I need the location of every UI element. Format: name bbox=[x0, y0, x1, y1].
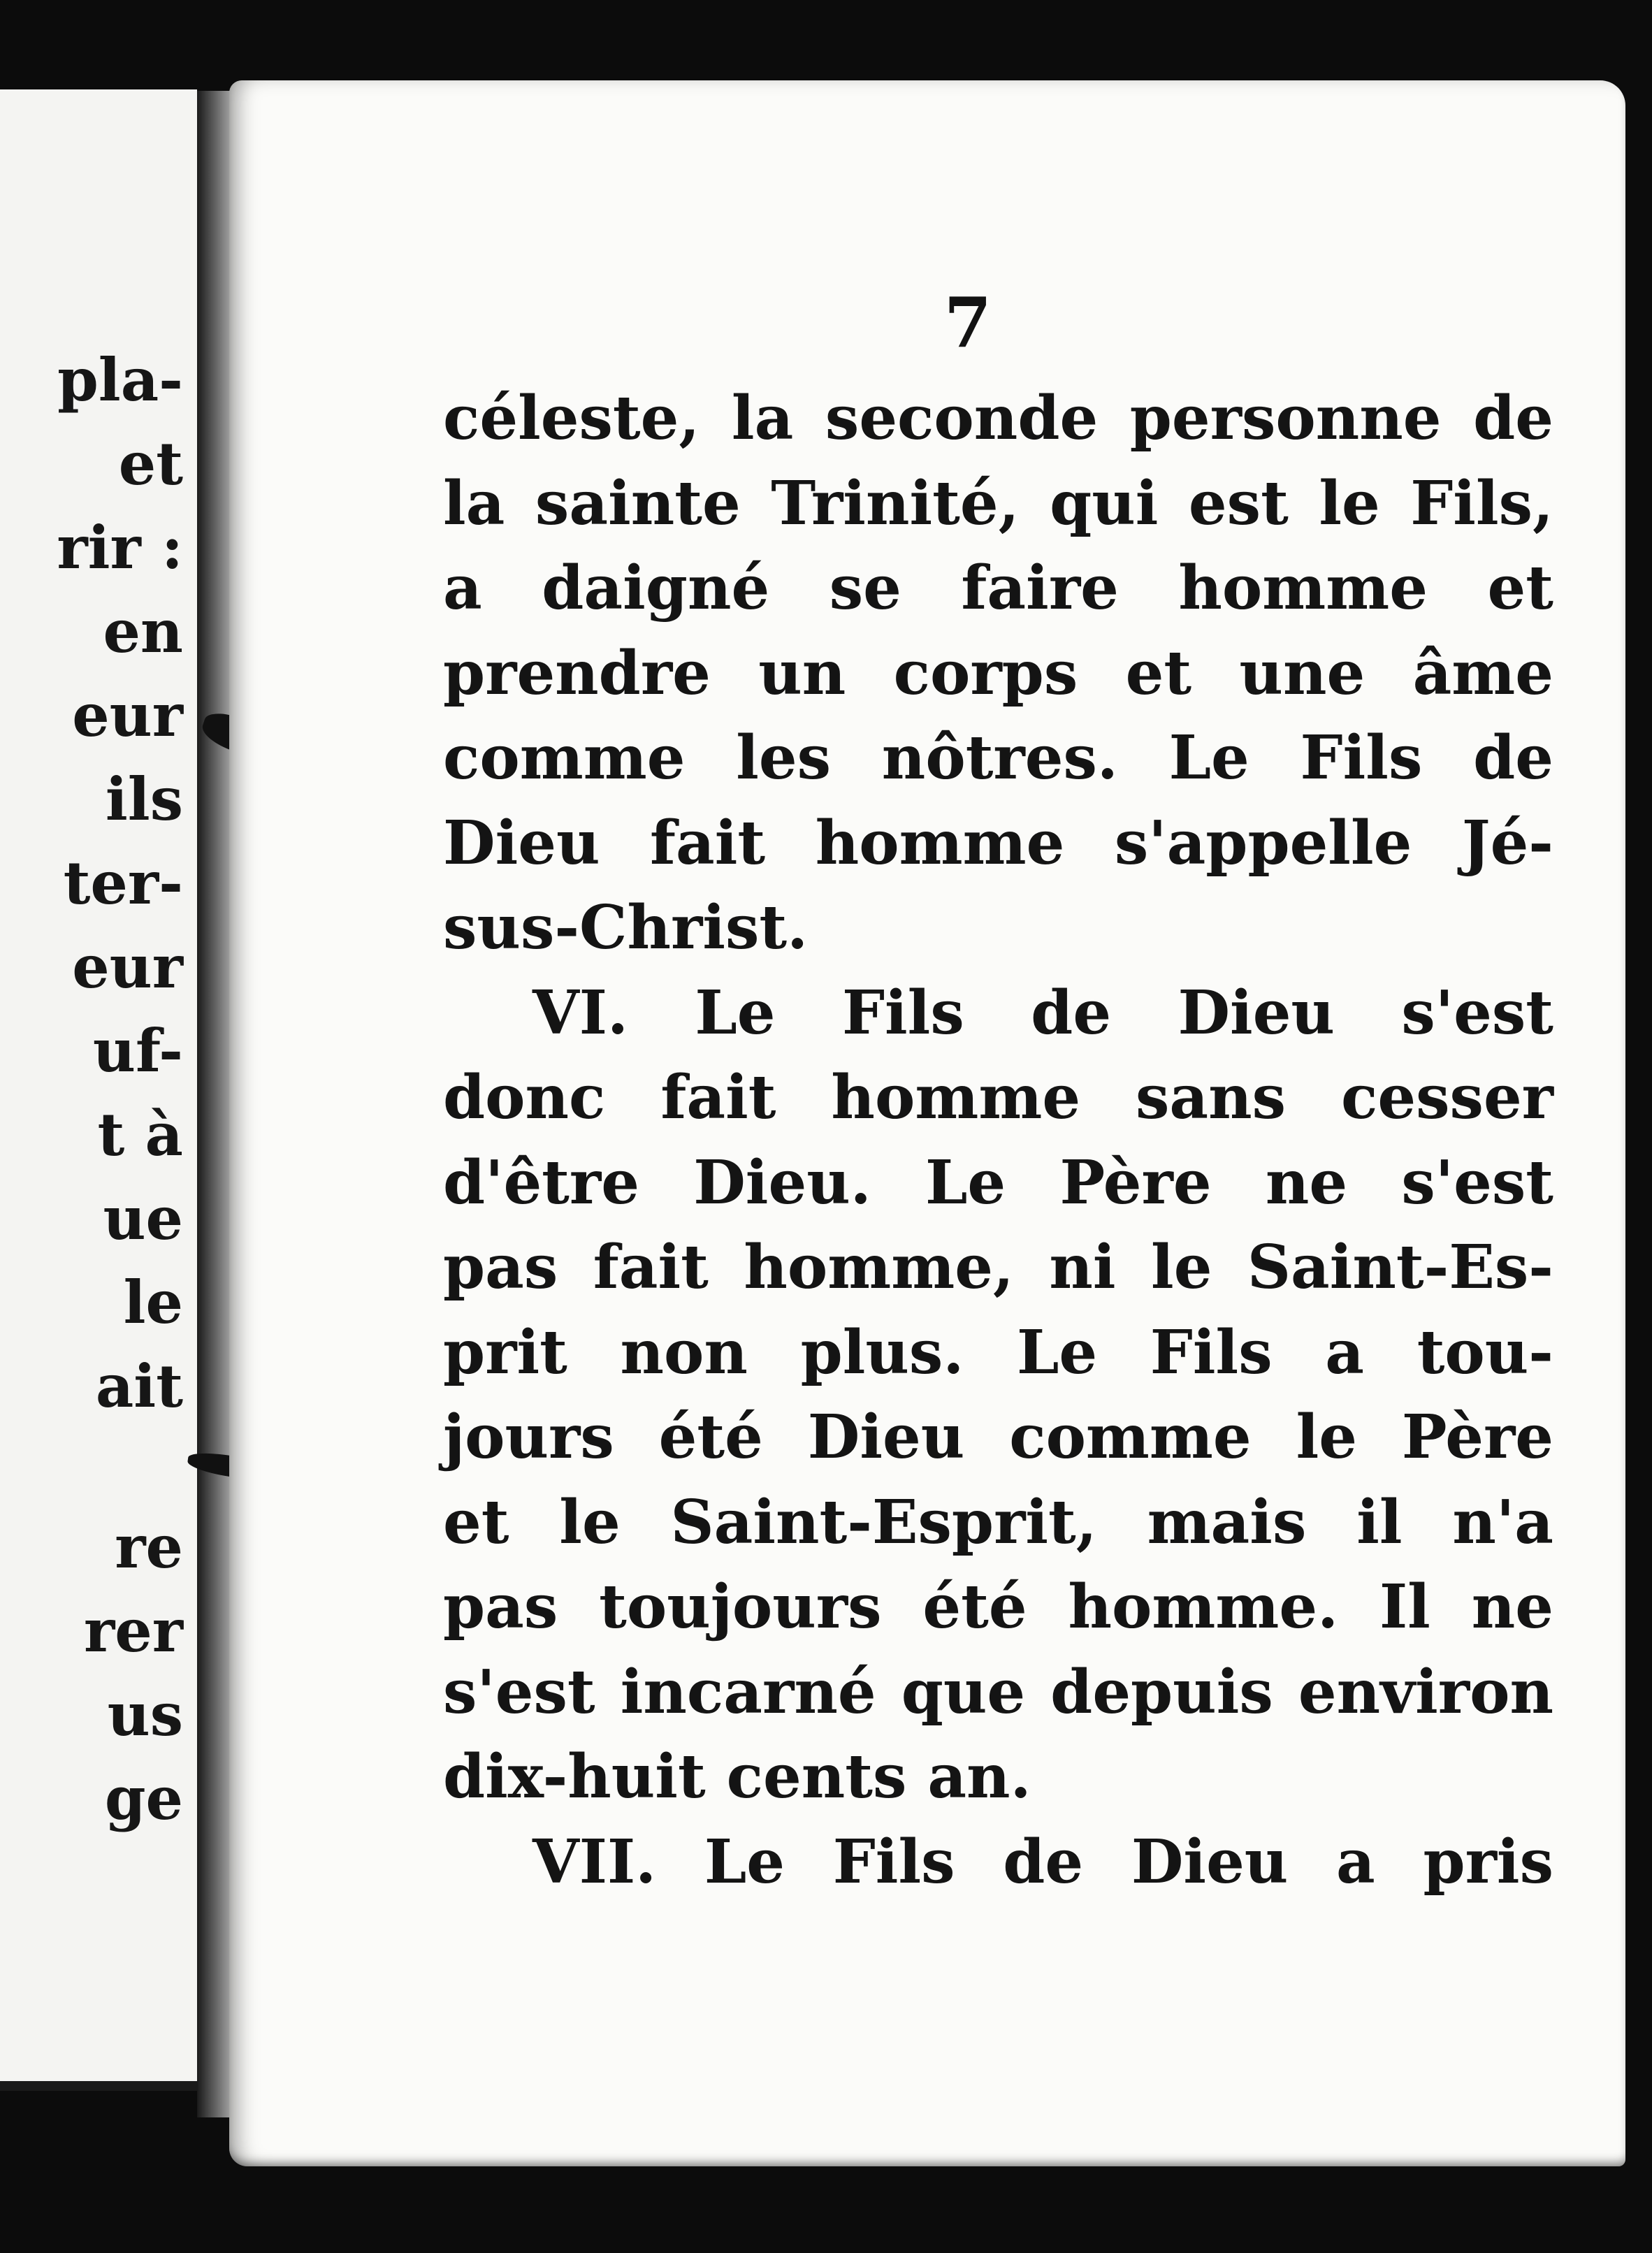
text-line: comme les nôtres. Le Fils de bbox=[443, 723, 1553, 793]
page-text bbox=[443, 376, 1553, 1904]
left-page-fragment: ue bbox=[103, 1184, 183, 1253]
left-page-fragment: us bbox=[107, 1680, 183, 1749]
text-line: prit non plus. Le Fils a tou- bbox=[443, 1317, 1553, 1388]
text-line: sus-Christ. bbox=[443, 892, 809, 963]
text-line: VI. Le Fils de Dieu s'est bbox=[532, 977, 1553, 1048]
page-number: 7 bbox=[943, 283, 992, 363]
left-page-fragment: t à bbox=[97, 1100, 183, 1169]
text-line: et le Saint-Esprit, mais il n'a bbox=[443, 1486, 1553, 1558]
left-page-fragment: le bbox=[123, 1268, 183, 1337]
text-line: s'est incarné que depuis environ bbox=[443, 1656, 1553, 1727]
left-page-fragment: pla- bbox=[57, 345, 183, 414]
left-page-fragment: ait bbox=[95, 1352, 183, 1421]
text-line: VII. Le Fils de Dieu a pris bbox=[532, 1826, 1553, 1897]
left-page-fragment: re bbox=[115, 1512, 183, 1581]
left-page-fragment: rer bbox=[84, 1596, 183, 1665]
left-page-fragment: uf- bbox=[92, 1016, 183, 1085]
left-page-fragment: eur bbox=[72, 681, 183, 750]
text-line: pas toujours été homme. Il ne bbox=[443, 1572, 1553, 1642]
text-line: dix-huit cents an. bbox=[443, 1741, 1031, 1812]
left-page-fragment: rir : bbox=[57, 513, 183, 582]
previous-page bbox=[0, 89, 197, 2091]
text-line: céleste, la seconde personne de bbox=[443, 383, 1553, 454]
text-line: a daigné se faire homme et bbox=[443, 553, 1553, 623]
text-line: d'être Dieu. Le Père ne s'est bbox=[443, 1147, 1553, 1218]
text-line: Dieu fait homme s'appelle Jé- bbox=[443, 807, 1553, 878]
left-page-fragment: en bbox=[103, 597, 183, 666]
left-page-fragment: eur bbox=[72, 932, 183, 1001]
text-line: la sainte Trinité, qui est le Fils, bbox=[443, 468, 1553, 539]
left-page-fragment: ter- bbox=[63, 848, 183, 918]
text-line: pas fait homme, ni le Saint-Es- bbox=[443, 1232, 1553, 1303]
left-page-fragment: et bbox=[118, 429, 183, 498]
left-page-fragment: ge bbox=[104, 1764, 183, 1833]
text-line: prendre un corps et une âme bbox=[443, 637, 1553, 709]
left-page-fragment: ils bbox=[105, 765, 183, 834]
text-line: jours été Dieu comme le Père bbox=[443, 1402, 1553, 1472]
text-line: donc fait homme sans cesser bbox=[443, 1062, 1553, 1133]
